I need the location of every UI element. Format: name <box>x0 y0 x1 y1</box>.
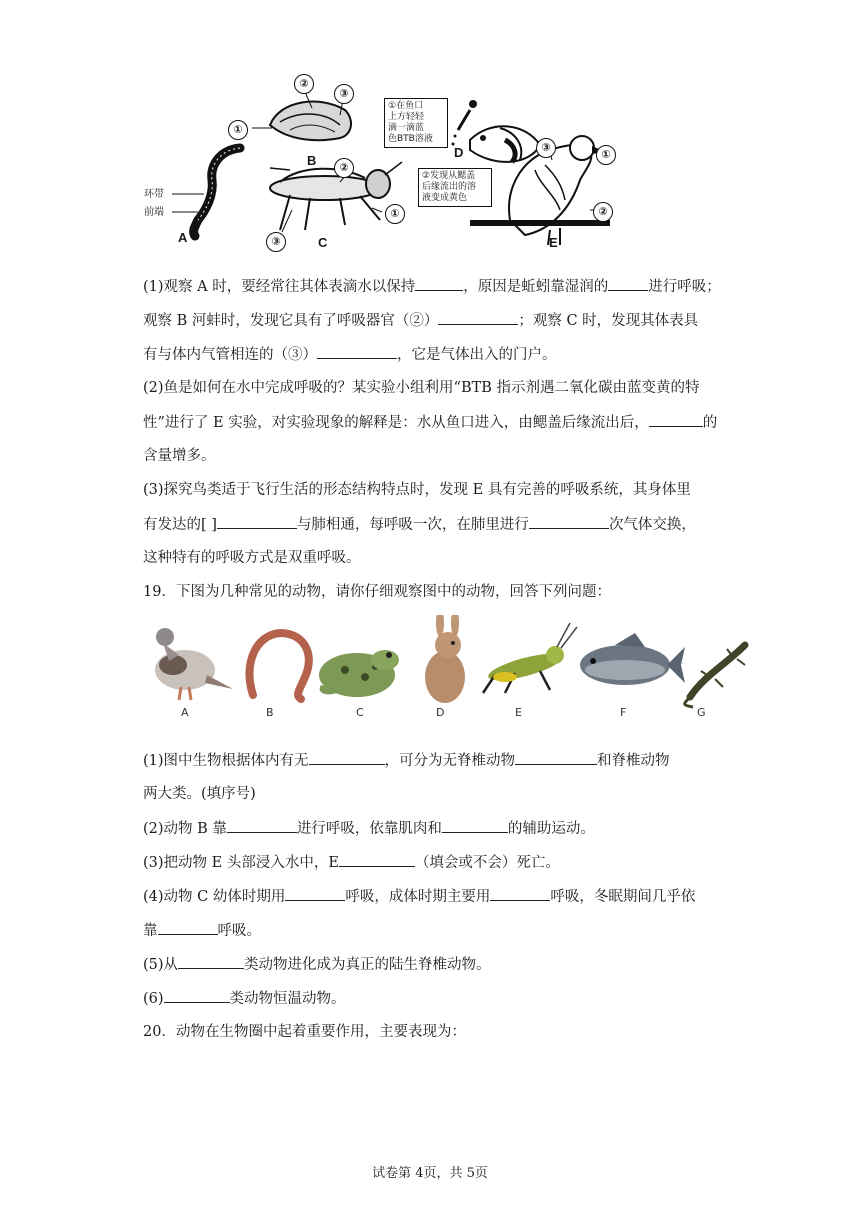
figure-respiration-animals <box>140 70 640 260</box>
animal-photo-strip <box>145 615 755 725</box>
grasshopper-image <box>483 623 577 693</box>
marker-b-3: ③ <box>334 84 354 104</box>
animal-label-e: E <box>515 706 522 719</box>
animal-label-g: G <box>697 706 706 719</box>
blank-field[interactable] <box>490 886 550 901</box>
pigeon-image <box>155 628 233 700</box>
fish-image <box>580 633 685 685</box>
marker-b-2: ② <box>294 74 314 94</box>
animal-label-f: F <box>620 706 627 719</box>
marker-e-3: ③ <box>536 138 556 158</box>
figure-label-a: A <box>178 230 188 245</box>
q19-part4-line2: 靠 呼吸。 <box>143 920 261 941</box>
note-box-e: ②发现从鳃盖 后缘流出的溶 液变成黄色 <box>418 168 492 207</box>
q19-part2: (2)动物 B 靠 进行呼吸，依靠肌肉和 的辅助运动。 <box>143 818 595 839</box>
q18-part1-line1: (1)观察 A 时，要经常往其体表滴水以保持 ，原因是蚯蚓靠湿润的 进行呼吸； <box>143 276 721 297</box>
q18-part3-line2: 有发达的[ ] 与肺相通，每呼吸一次，在肺里进行 次气体交换， <box>143 514 696 535</box>
blank-field[interactable] <box>285 886 345 901</box>
marker-e-1: ① <box>596 145 616 165</box>
q18-part2-line3: 含量增多。 <box>143 448 216 464</box>
lizard-image <box>685 645 745 707</box>
blank-field[interactable] <box>608 276 648 291</box>
earthworm-image <box>249 633 308 699</box>
page-footer: 试卷第 4页，共 5页 <box>372 1166 488 1181</box>
blank-field[interactable] <box>339 852 415 867</box>
q18-part3-line3: 这种特有的呼吸方式是双重呼吸。 <box>143 550 361 566</box>
worm-label-front: 前端 <box>144 207 164 218</box>
animal-images <box>145 615 755 710</box>
animal-label-b: B <box>266 706 274 719</box>
blank-field[interactable] <box>178 954 244 969</box>
figure-label-d: D <box>454 145 464 160</box>
q18-part2-line1: (2)鱼是如何在水中完成呼吸的？某实验小组利用“BTB 指示剂遇二氧化碳由蓝变黄的特 <box>143 380 700 396</box>
q19-part3: (3)把动物 E 头部浸入水中，E （填会或不会）死亡。 <box>143 852 560 873</box>
blank-field[interactable] <box>317 344 397 359</box>
rabbit-image <box>425 615 465 703</box>
blank-field[interactable] <box>442 818 508 833</box>
marker-b-1: ① <box>228 120 248 140</box>
animal-label-a: A <box>181 706 189 719</box>
animal-label-d: D <box>436 706 445 719</box>
marker-c-3: ③ <box>266 232 286 252</box>
q18-part1-line2: 观察 B 河蚌时，发现它具有了呼吸器官（②） ；观察 C 时，发现其体表具 <box>143 310 698 331</box>
q19-part4-line1: (4)动物 C 幼体时期用 呼吸，成体时期主要用 呼吸，冬眠期间几乎依 <box>143 886 695 907</box>
q18-part3-line1: (3)探究鸟类适于飞行生活的形态结构特点时，发现 E 具有完善的呼吸系统，其身体里 <box>143 482 691 498</box>
note-box-d: ①在鱼口 上方轻轻 滴一滴蓝 色BTB溶液 <box>384 98 448 148</box>
marker-c-2: ② <box>334 158 354 178</box>
q20-title: 20．动物在生物圈中起着重要作用，主要表现为： <box>143 1024 466 1040</box>
q19-title: 19．下图为几种常见的动物，请你仔细观察图中的动物，回答下列问题： <box>143 584 611 600</box>
q19-part1-line2: 两大类。(填序号) <box>143 786 256 802</box>
marker-e-2: ② <box>593 202 613 222</box>
marker-c-1: ① <box>385 204 405 224</box>
blank-field[interactable] <box>415 276 463 291</box>
blank-field[interactable] <box>529 514 609 529</box>
q18-part2-line2: 性”进行了 E 实验，对实验现象的解释是：水从鱼口进入，由鳃盖后缘流出后， 的 <box>143 412 717 433</box>
figure-label-e: E <box>549 235 558 250</box>
animal-label-c: C <box>356 706 364 719</box>
figure-label-b: B <box>307 153 317 168</box>
blank-field[interactable] <box>515 750 597 765</box>
q18-part1-line3: 有与体内气管相连的（③） ，它是气体出入的门户。 <box>143 344 557 365</box>
blank-field[interactable] <box>217 514 297 529</box>
fish-drawing <box>452 100 541 162</box>
worm-label-clitellum: 环带 <box>144 189 164 200</box>
blank-field[interactable] <box>164 988 230 1003</box>
q19-part1-line1: (1)图中生物根据体内有无 ，可分为无脊椎动物 和脊椎动物 <box>143 750 670 771</box>
blank-field[interactable] <box>227 818 297 833</box>
earthworm-drawing <box>194 148 240 236</box>
blank-field[interactable] <box>158 920 218 935</box>
blank-field[interactable] <box>649 412 703 427</box>
blank-field[interactable] <box>438 310 518 325</box>
q19-part5: (5)从 类动物进化成为真正的陆生脊椎动物。 <box>143 954 491 975</box>
figure-label-c: C <box>318 235 328 250</box>
q19-part6: (6) 类动物恒温动物。 <box>143 988 346 1009</box>
blank-field[interactable] <box>309 750 385 765</box>
frog-image <box>319 650 399 697</box>
